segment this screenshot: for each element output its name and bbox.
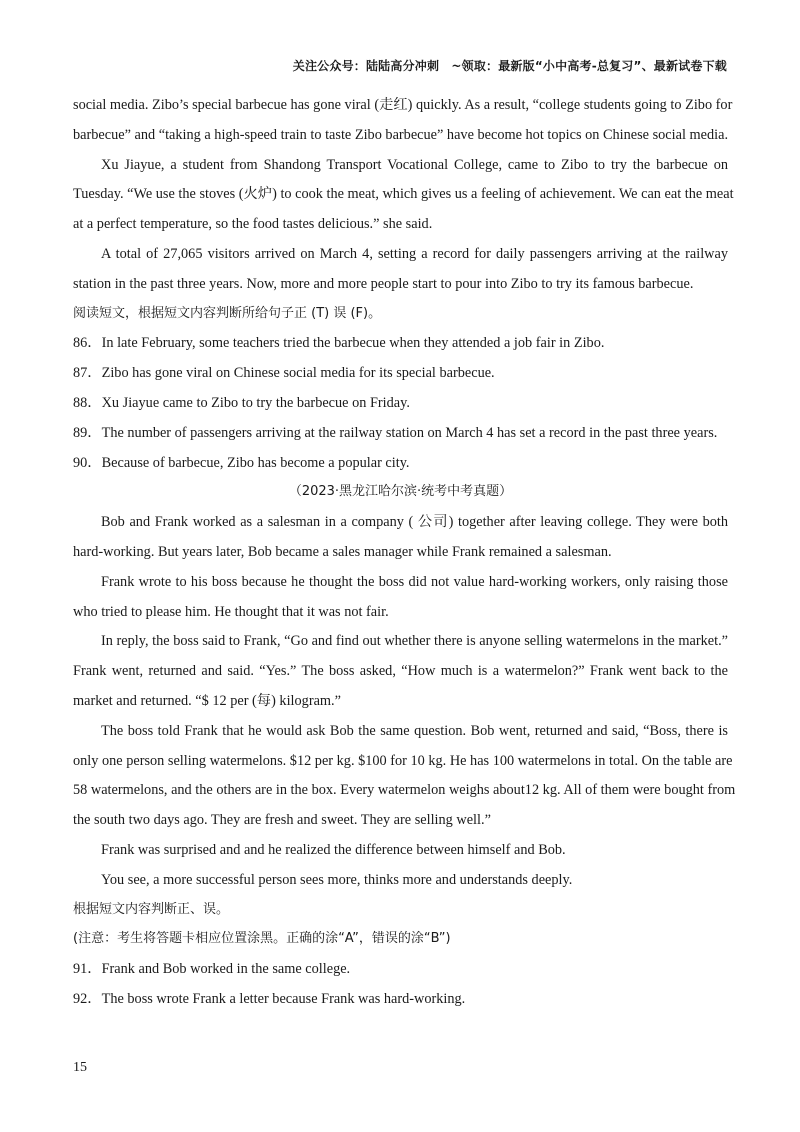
page-header-notice: 关注公众号：陆陆高分冲刺 ~领取：最新版“小中高考-总复习”、最新试卷下载 (292, 59, 727, 73)
passage-line: hard-working. But years later, Bob became a sales manager while Frank remained a salesman. (73, 543, 612, 560)
passage-line: Frank was surprised and and he realized the difference between himself and Bob. (101, 841, 566, 858)
instruction-note: (注意：考生将答题卡相应位置涂黑。正确的涂“A”，错误的涂“B”) (73, 931, 451, 947)
passage-line: A total of 27,065 visitors arrived on March 4, setting a record for daily passengers arriving at the railway (101, 245, 728, 262)
passage-line: station in the past three years. Now, more and more people start to pour into Zibo to try its famous barbecue. (73, 275, 694, 292)
passage-line: Bob and Frank worked as a salesman in a company ( 公司) together after leaving college. They were both (101, 514, 728, 531)
passage-line: Tuesday. “We use the stoves (火炉) to cook the meat, which gives us a feeling of achievement. We can eat the meat (73, 186, 734, 203)
passage-line: The boss told Frank that he would ask Bob the same question. Bob went, returned and said, “Boss, there is (101, 722, 728, 739)
passage-line: at a perfect temperature, so the food tastes delicious.” she said. (73, 216, 433, 233)
question-item: 90．Because of barbecue, Zibo has become a popular city. (73, 454, 410, 471)
question-item: 92．The boss wrote Frank a letter because Frank was hard-working. (73, 990, 466, 1007)
instruction-line: 阅读短文，根据短文内容判断所给句子正 (T) 误 (F)。 (73, 305, 382, 321)
passage-line: You see, a more successful person sees more, thinks more and understands deeply. (101, 871, 573, 888)
source-heading: （2023·黑龙江哈尔滨·统考中考真题） (288, 484, 513, 500)
passage-line: Frank went, returned and said. “Yes.” The boss asked, “How much is a watermelon?” Frank went back to the (73, 663, 728, 680)
passage-line: market and returned. “$ 12 per (每) kilogram.” (73, 692, 341, 709)
page-number: 15 (73, 1060, 87, 1075)
document-body (73, 95, 736, 1019)
question-item: 91．Frank and Bob worked in the same college. (73, 961, 351, 978)
passage-line: the south two days ago. They are fresh and sweet. They are selling well.” (73, 812, 491, 829)
passage-line: only one person selling watermelons. $12 per kg. $100 for 10 kg. He has 100 watermelons in total. On the table are (73, 752, 733, 769)
passage-line: social media. Zibo’s special barbecue has gone viral (走红) quickly. As a result, “college students going to Zibo for (73, 97, 733, 113)
passage-line: In reply, the boss said to Frank, “Go and find out whether there is anyone selling watermelons in the market.” (101, 633, 728, 650)
instruction-line: 根据短文内容判断正、误。 (73, 901, 230, 917)
question-item: 87．Zibo has gone viral on Chinese social media for its special barbecue. (73, 365, 495, 382)
passage-line: 58 watermelons, and the others are in the box. Every watermelon weighs about12 kg. All of them were bought from (73, 782, 736, 799)
passage-line: barbecue” and “taking a high-speed train to taste Zibo barbecue” have become hot topics on Chinese social media. (73, 126, 729, 143)
passage-line: Xu Jiayue, a student from Shandong Transport Vocational College, came to Zibo to try the barbecue on (101, 156, 728, 173)
passage-line: who tried to please him. He thought that it was not fair. (73, 603, 389, 620)
question-item: 88．Xu Jiayue came to Zibo to try the barbecue on Friday. (73, 394, 410, 411)
passage-line: Frank wrote to his boss because he thought the boss did not value hard-working workers, only raising those (101, 573, 728, 590)
question-item: 86．In late February, some teachers tried the barbecue when they attended a job fair in Zibo. (73, 335, 605, 352)
question-item: 89．The number of passengers arriving at the railway station on March 4 has set a record in the past three years. (73, 424, 718, 441)
